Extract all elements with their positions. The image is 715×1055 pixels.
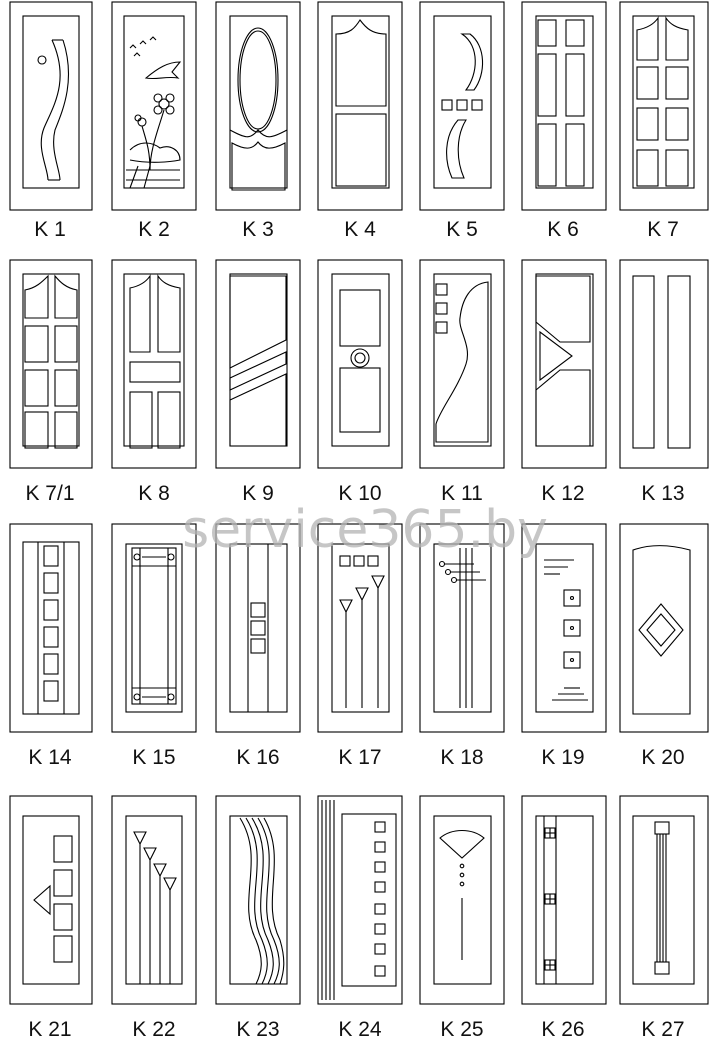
door-k5-drawing (420, 2, 504, 210)
door-k13-drawing (620, 260, 708, 468)
door-label-k18: K 18 (440, 746, 484, 769)
watermark-text: service365.by (182, 500, 548, 560)
door-label-k23: K 23 (236, 1018, 280, 1041)
door-label-k20: K 20 (641, 746, 685, 769)
door-k20-drawing (620, 524, 708, 732)
door-label-k3: K 3 (242, 218, 274, 241)
door-label-k22: K 22 (132, 1018, 176, 1041)
door-label-k5: K 5 (446, 218, 478, 241)
door-label-k11: K 11 (441, 482, 483, 505)
door-label-k6: K 6 (547, 218, 579, 241)
door-label-k24: K 24 (338, 1018, 382, 1041)
door-k26-drawing (522, 796, 606, 1004)
door-label-k10: K 10 (338, 482, 382, 505)
door-k11-drawing (420, 260, 504, 468)
door-label-k14: K 14 (28, 746, 72, 769)
door-label-k16: K 16 (236, 746, 280, 769)
door-k21-drawing (10, 796, 92, 1004)
door-label-k12: K 12 (541, 482, 585, 505)
door-k10-drawing (318, 260, 402, 468)
door-label-k1: K 1 (34, 218, 66, 241)
door-k4-drawing (318, 2, 402, 210)
door-label-k21: K 21 (28, 1018, 72, 1041)
door-k9-drawing (216, 260, 300, 468)
door-k7-1-drawing (10, 260, 92, 468)
door-k6-drawing (522, 2, 606, 210)
door-label-k2: K 2 (138, 218, 170, 241)
door-label-k19: K 19 (541, 746, 585, 769)
door-k1-drawing (10, 2, 92, 210)
door-label-k9: K 9 (242, 482, 274, 505)
door-label-k27: K 27 (641, 1018, 685, 1041)
door-label-k25: K 25 (440, 1018, 484, 1041)
door-label-k26: K 26 (541, 1018, 585, 1041)
door-label-k8: K 8 (138, 482, 170, 505)
door-k8-drawing (112, 260, 196, 468)
door-k12-drawing (522, 260, 606, 468)
door-label-k4: K 4 (344, 218, 376, 241)
door-k25-drawing (420, 796, 504, 1004)
door-label-k17: K 17 (338, 746, 382, 769)
door-k23-drawing (216, 796, 300, 1004)
door-k7-drawing (620, 2, 708, 210)
door-k24-drawing (318, 796, 402, 1004)
door-k3-drawing (216, 2, 300, 210)
door-k2-drawing (112, 2, 196, 210)
door-label-k13: K 13 (641, 482, 685, 505)
door-label-k15: K 15 (132, 746, 176, 769)
door-label-k7-1: K 7/1 (25, 482, 75, 505)
door-k27-drawing (620, 796, 708, 1004)
door-k14-drawing (10, 524, 92, 732)
door-label-k7: K 7 (647, 218, 679, 241)
door-k22-drawing (112, 796, 196, 1004)
